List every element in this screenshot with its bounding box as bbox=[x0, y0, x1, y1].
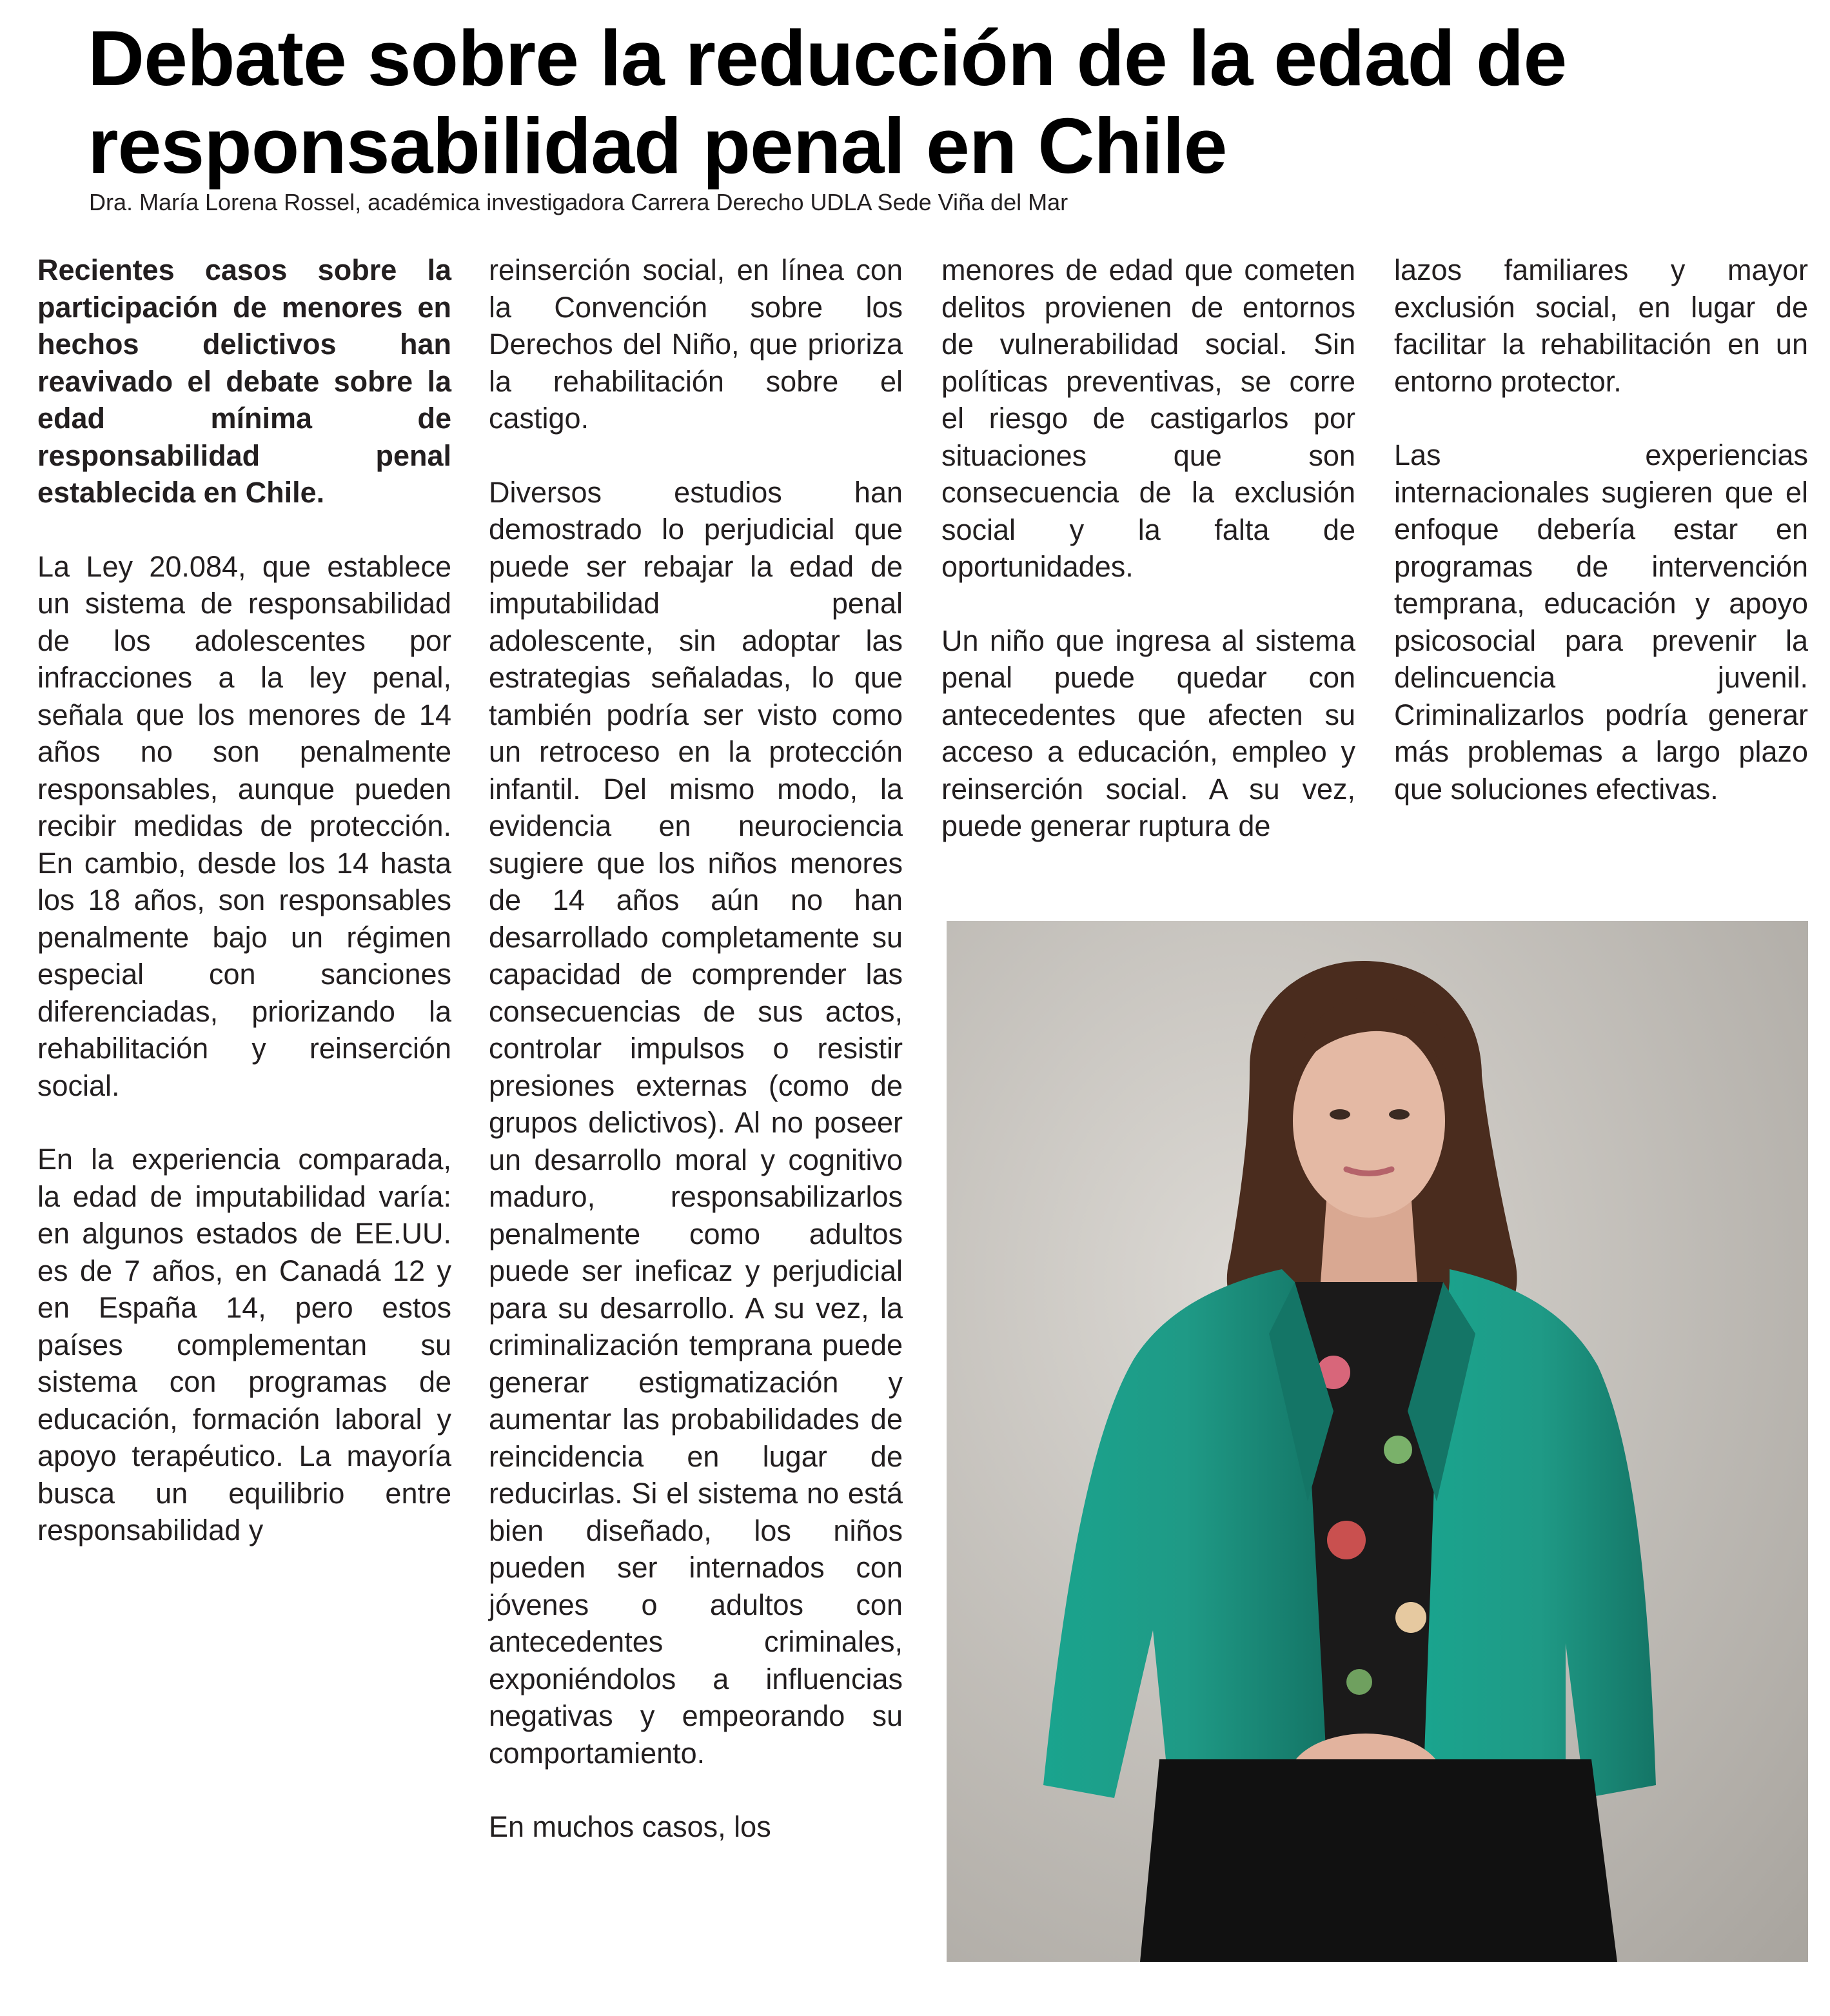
text-column-4 bbox=[1394, 252, 1808, 844]
body-paragraph: En muchos casos, los bbox=[489, 1810, 771, 1843]
body-paragraph: Diversos estudios han demostrado lo perjudicial que puede ser rebajar la edad de imputabilidad penal adolescente, sin adoptar las estrategias señaladas, lo que también podría ser visto como un retroceso en la protección infantil. Del mismo modo, la evidencia en neurociencia sugiere que los niños menores de 14 años aún no han desarrollado completamente su capacidad de comprender las consecuencias de sus actos, controlar impulsos o resistir presiones externas (como de grupos delictivos). Al no poseer un desarrollo moral y cognitivo maduro, responsabilizarlos penalmente como adultos puede ser ineficaz y perjudicial para su desarrollo. A su vez, la criminalización temprana puede generar estigmatización y aumentar las probabilidades de reincidencia en lugar de reducirlas. Si el sistema no está bien diseñado, los niños pueden ser internados con jóvenes o adultos con antecedentes criminales, exponiéndolos a influencias negativas y empeorando su comportamiento. bbox=[489, 475, 903, 1770]
blouse-flower bbox=[1395, 1602, 1426, 1633]
face bbox=[1293, 1024, 1445, 1218]
dark-trousers bbox=[1140, 1759, 1617, 1962]
right-eye bbox=[1389, 1109, 1410, 1120]
body-paragraph: menores de edad que cometen delitos provienen de entornos de vulnerabilidad social. Sin políticas preventivas, se corre el riesgo de castigarlos por situaciones que son consecuencia de la exclusión social y la falta de oportunidades. bbox=[941, 253, 1355, 583]
body-paragraph: reinserción social, en línea con la Convención sobre los Derechos del Niño, que prioriza la rehabilitación sobre el castigo. bbox=[489, 253, 903, 435]
body-paragraph: Un niño que ingresa al sistema penal puede quedar con antecedentes que afecten su acceso a educación, empleo y reinserción social. A su vez, puede generar ruptura de bbox=[941, 624, 1355, 842]
author-portrait-photo bbox=[947, 921, 1808, 1962]
portrait-illustration bbox=[947, 921, 1808, 1962]
body-paragraph: lazos familiares y mayor exclusión social, en lugar de facilitar la rehabilitación en un entorno protector. bbox=[1394, 253, 1808, 398]
text-column-1 bbox=[37, 252, 451, 1586]
lead-paragraph: Recientes casos sobre la participación de menores en hechos delictivos han reavivado el debate sobre la edad mínima de responsabilidad penal establecida en Chile. bbox=[37, 253, 451, 509]
text-column-3 bbox=[941, 252, 1355, 882]
blouse-flower bbox=[1346, 1669, 1372, 1695]
blouse-flower bbox=[1327, 1521, 1366, 1559]
body-paragraph: En la experiencia comparada, la edad de imputabilidad varía: en algunos estados de EE.UU. es de 7 años, en Canadá 12 y en España 14, pero estos países complementan su sistema con programas de educación, formación laboral y apoyo terapéutico. La mayoría busca un equilibrio entre responsabilidad y bbox=[37, 1143, 451, 1547]
body-paragraph: Las experiencias internacionales sugieren que el enfoque debería estar en programas de intervención temprana, educación y apoyo psicosocial para prevenir la delincuencia juvenil. Criminalizarlos podría generar más problemas a largo plazo que soluciones efectivas. bbox=[1394, 439, 1808, 805]
body-paragraph: La Ley 20.084, que establece un sistema de responsabilidad de los adolescentes por infracciones a la ley penal, señala que los menores de 14 años no son penalmente responsables, aunque pueden recibir medidas de protección. En cambio, desde los 14 hasta los 18 años, son responsables penalmente bajo un régimen especial con sanciones diferenciadas, priorizando la rehabilitación y reinserción social. bbox=[37, 549, 451, 1102]
article-title: Debate sobre la reducción de la edad de responsabilidad penal en Chile bbox=[88, 14, 1567, 190]
blouse-flower bbox=[1384, 1436, 1412, 1464]
left-eye bbox=[1330, 1109, 1350, 1120]
text-column-2 bbox=[489, 252, 903, 1883]
author-byline: Dra. María Lorena Rossel, académica investigadora Carrera Derecho UDLA Sede Viña del Mar bbox=[89, 189, 1068, 215]
